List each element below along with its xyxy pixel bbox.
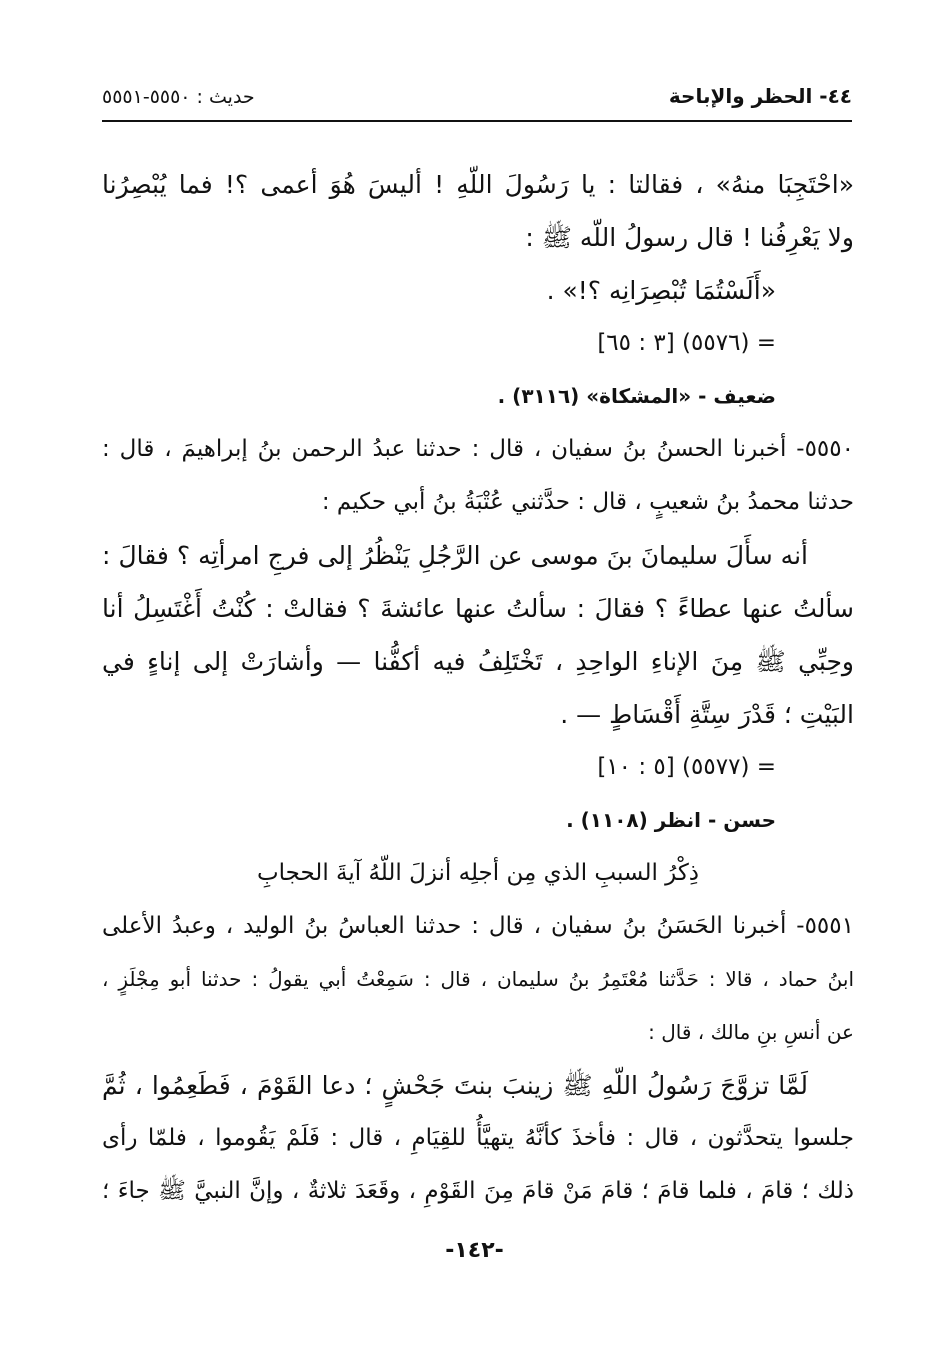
text-line: ذلك ؛ قامَ ، فلما قامَ ؛ قامَ مَنْ قامَ مِنَ القَوْمِ ، وقَعَدَ ثلاثةٌ ، وإنَّ النبيَّ ﷺ جاءَ ؛ <box>102 1178 854 1204</box>
text-line: ٥٥٥٠- أخبرنا الحسنُ بنُ سفيان ، قال : حدثنا عبدُ الرحمن بنُ إبراهيمَ ، قال : <box>102 436 854 462</box>
text-line: أنه سأَلَ سليمانَ بنَ موسى عن الرَّجُلِ يَنْظُرُ إلى فرجِ امرأتِه ؟ فقالَ : <box>102 541 808 570</box>
grading-line: حسن - انظر (١١٠٨) . <box>566 808 776 832</box>
text-line: سألتُ عنها عطاءً ؟ فقالَ : سألتُ عنها عائشةَ ؟ فقالتْ : كُنْتُ أَغْتَسِلُ أنا <box>102 594 854 623</box>
text-line: البَيْتِ ؛ قَدْرَ سِتَّةِ أَقْسَاطٍ — . <box>560 700 854 729</box>
text-line: «احْتَجِبَا منهُ» ، فقالتا : يا رَسُولَ اللّهِ ! أليسَ هُوَ أعمى ؟! فما يُبْصِرُنا <box>102 170 854 199</box>
text-line: ابنُ حماد ، قالا : حَدَّثنا مُعْتَمِرُ بنُ سليمان ، قال : سَمِعْتُ أبي يقولُ : حدثنا أبو مِجْلَزٍ ، <box>102 967 854 991</box>
text-line: = (٥٥٧٦) [٣ : ٦٥] <box>597 330 776 356</box>
text-line: ٥٥٥١- أخبرنا الحَسَنُ بنُ سفيان ، قال : حدثنا العباسُ بنُ الوليد ، وعبدُ الأعلى <box>102 913 854 939</box>
text-line: عن أنسِ بنِ مالك ، قال : <box>648 1020 854 1044</box>
text-line: = (٥٥٧٧) [٥ : ١٠] <box>597 754 776 780</box>
text-line: «أَلَسْتُمَا تُبْصِرَانِه ؟!» . <box>546 276 776 305</box>
hadith-range: حديث : ٥٥٥٠-٥٥٥١ <box>102 86 255 108</box>
grading-line: ضعيف - «المشكاة» (٣١١٦) . <box>497 384 776 408</box>
text-line: وحِبِّي ﷺ مِنَ الإناءِ الواحِدِ ، تَخْتَلِفُ فيه أكفُّنا — وأشارَتْ إلى إناءٍ في <box>102 647 854 676</box>
page-number: -١٤٢- <box>445 1238 504 1263</box>
running-header <box>102 84 852 118</box>
text-line: حدثنا محمدُ بنُ شعيبٍ ، قال : حدَّثني عُتْبَةُ بنُ أبي حكيم : <box>321 489 854 515</box>
chapter-title: ٤٤- الحظر والإباحة <box>668 84 852 108</box>
text-line: ولا يَعْرِفُنا ! قال رسولُ اللّه ﷺ : <box>525 223 854 252</box>
section-heading: ذِكْرُ السببِ الذي مِن أجلِه أنزلَ اللّهُ آيةَ الحجابِ <box>256 860 700 886</box>
header-rule <box>102 120 852 122</box>
text-line: جلسوا يتحدَّثون ، قال : فأخذَ كأنَّهُ يتهيَّأُ للقِيَامِ ، قال : فَلَمْ يَقُوموا ، فلمّا رأى <box>102 1125 854 1151</box>
text-line: لَمَّا تزوَّجَ رَسُولُ اللّهِ ﷺ زينبَ بنتَ جَحْشٍ ؛ دعا القَوْمَ ، فَطَعِمُوا ، ثُمَّ <box>102 1071 808 1100</box>
text-body <box>102 158 854 1218</box>
